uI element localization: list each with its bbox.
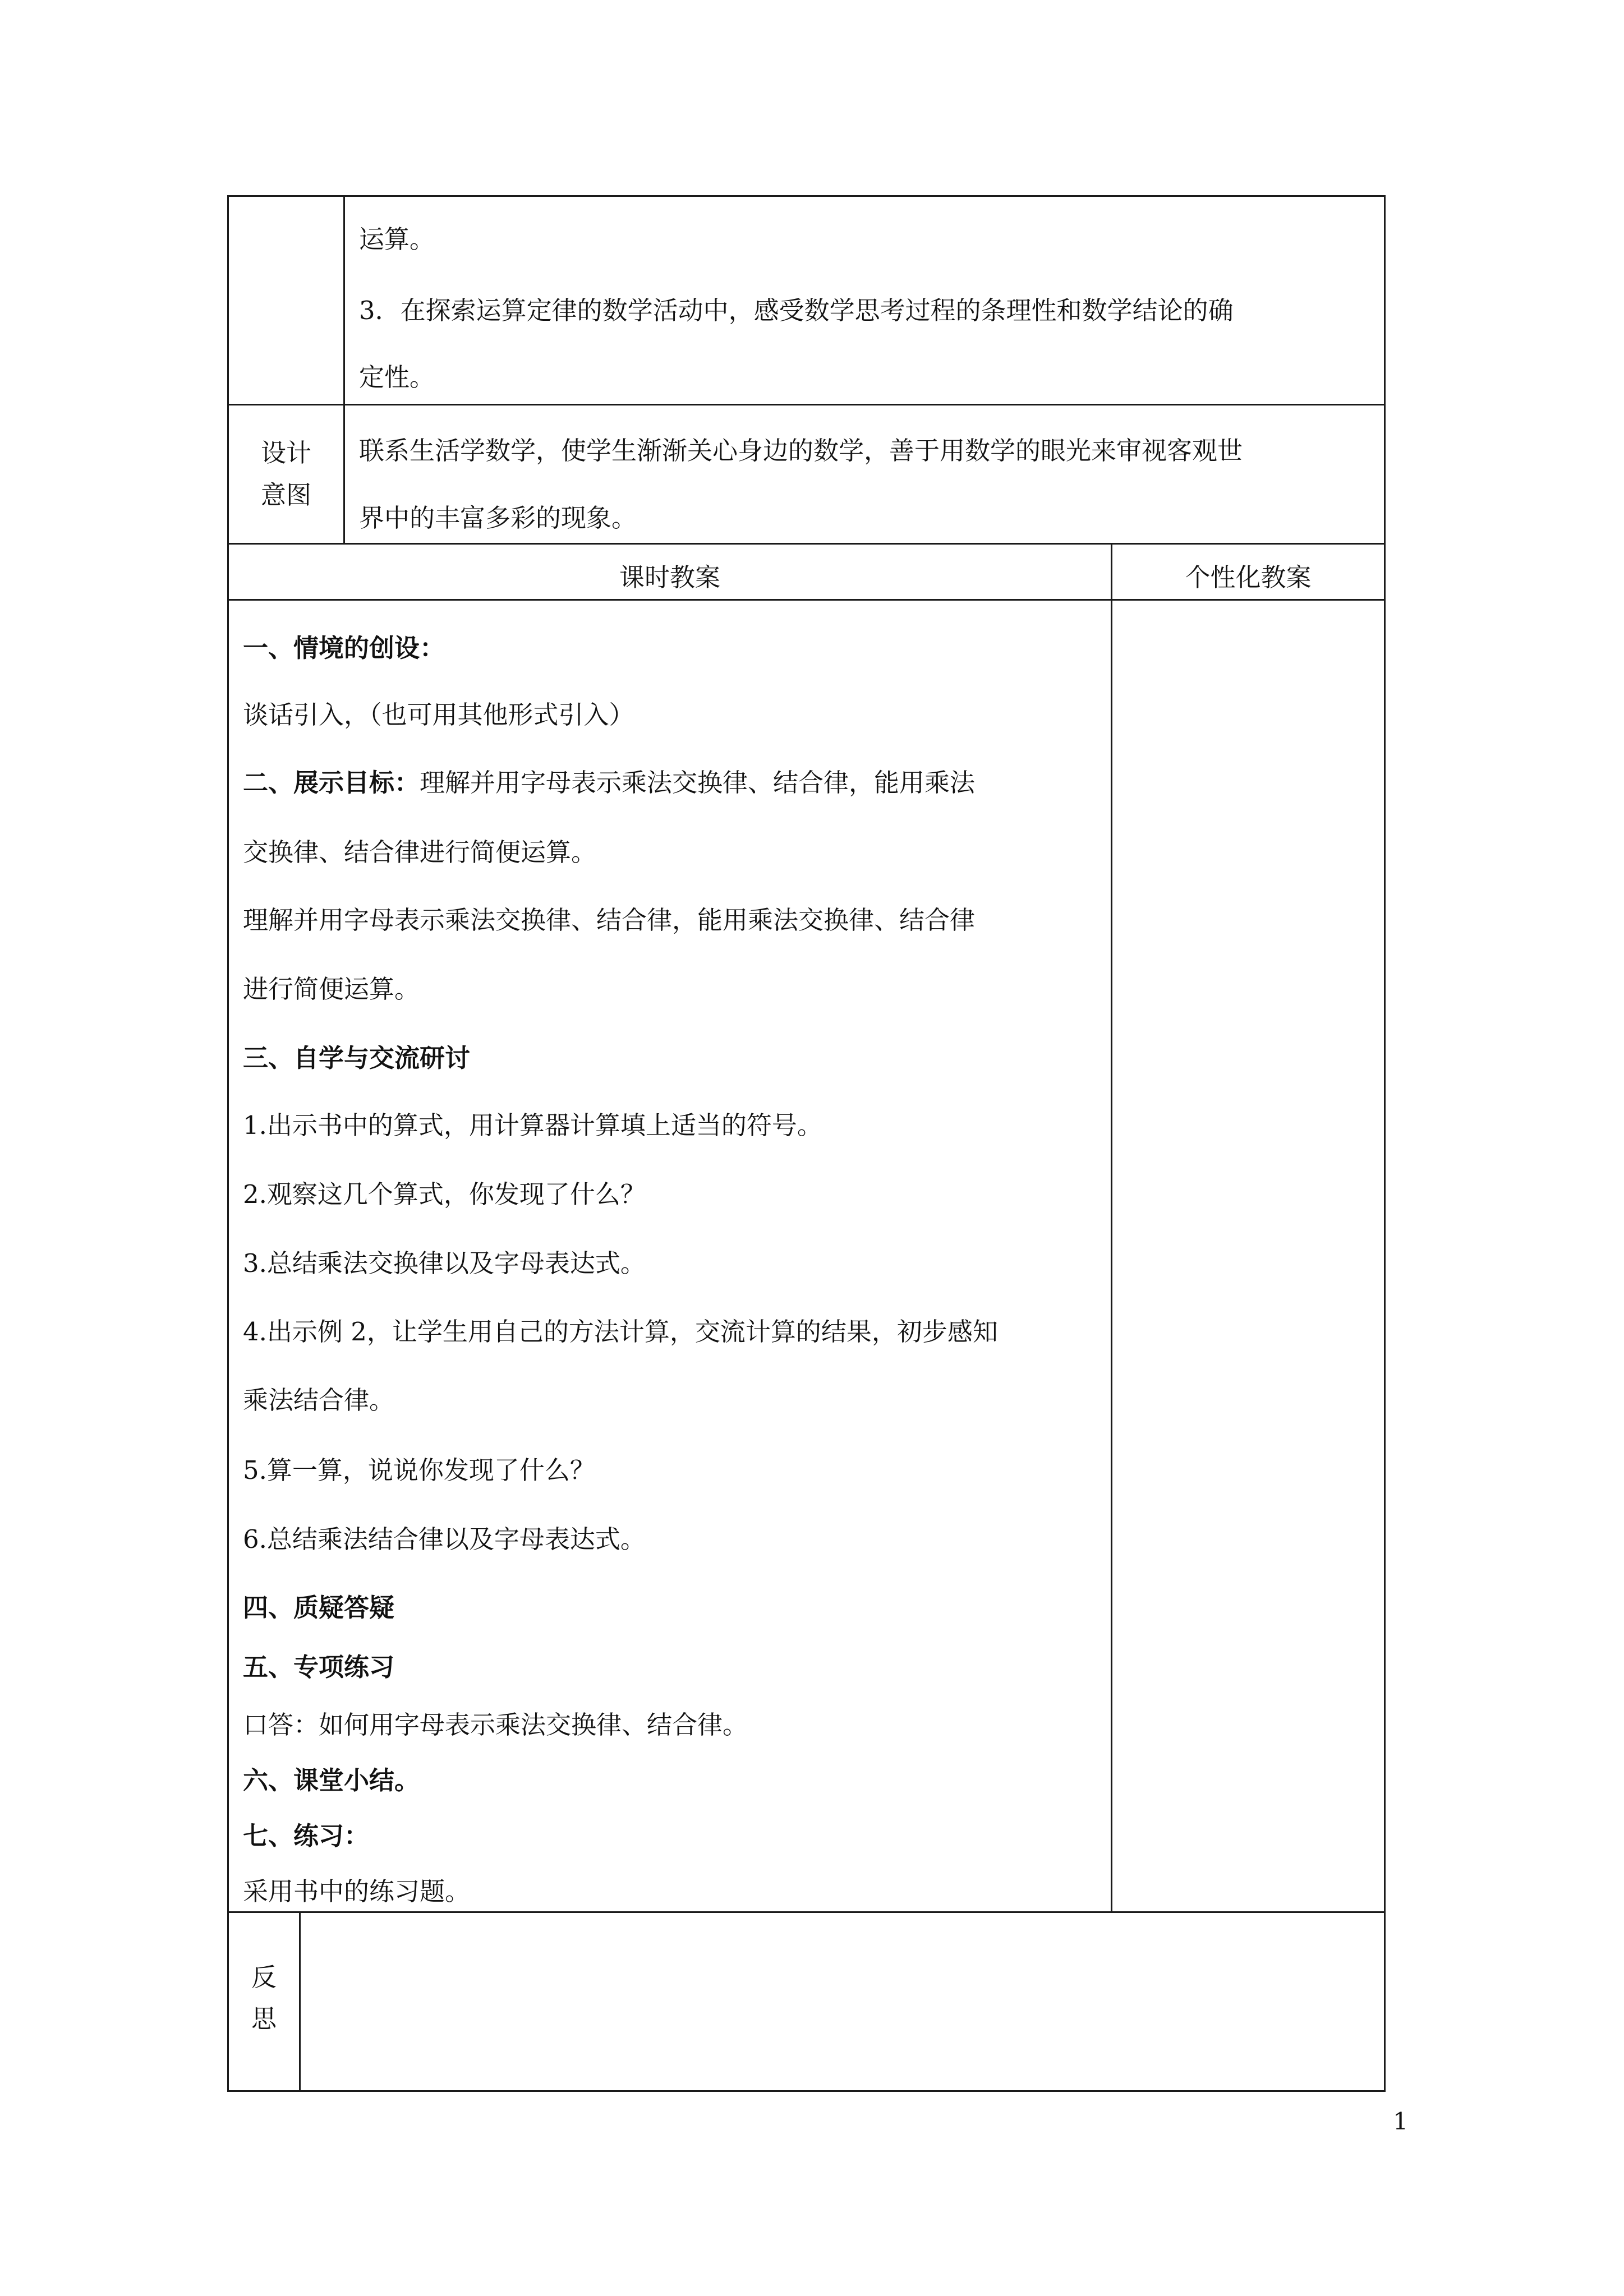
- header-personalized-plan: 个性化教案: [1185, 563, 1312, 592]
- reflection-label-2: 思: [251, 2004, 277, 2034]
- section-2-line: [243, 766, 975, 800]
- section-1-heading: 一、情境的创设：: [243, 633, 445, 663]
- content-line: 进行简便运算。: [243, 974, 420, 1004]
- section-6-heading: 六、课堂小结。: [243, 1765, 420, 1795]
- content-line: 采用书中的练习题。: [243, 1877, 471, 1906]
- reflection-label-divider: [299, 1911, 301, 2092]
- table-border-top: [227, 195, 1386, 197]
- section-2-heading: 二、展示目标：: [243, 768, 420, 797]
- content-line: 谈话引入，（也可用其他形式引入）: [243, 700, 634, 730]
- content-line: 口答：如何用字母表示乘法交换律、结合律。: [243, 1710, 748, 1740]
- section-5-heading: 五、专项练习: [243, 1652, 395, 1682]
- header-lesson-plan: 课时教案: [619, 563, 720, 592]
- row-divider-content: [227, 1911, 1386, 1913]
- section-7-heading: 七、练习：: [243, 1821, 370, 1851]
- row-divider-goals: [227, 404, 1386, 405]
- content-line: 6.总结乘法结合律以及字母表达式。: [243, 1524, 646, 1554]
- row-divider-header: [227, 599, 1386, 601]
- content-line: 交换律、结合律进行简便运算。: [243, 837, 597, 867]
- content-line: 2.观察这几个算式，你发现了什么？: [243, 1179, 646, 1209]
- goals-line-2: 3．在探索运算定律的数学活动中，感受数学思考过程的条理性和数学结论的确: [359, 296, 1234, 325]
- design-intent-line-2: 界中的丰富多彩的现象。: [359, 503, 637, 533]
- design-intent-line-1: 联系生活学数学，使学生渐渐关心身边的数学，善于用数学的眼光来审视客观世: [359, 436, 1243, 465]
- section-3-heading: 三、自学与交流研讨: [243, 1043, 471, 1073]
- content-line: 4.出示例 2，让学生用自己的方法计算，交流计算的结果，初步感知: [243, 1317, 998, 1347]
- table-border-bottom: [227, 2090, 1386, 2092]
- design-intent-label-2: 意图: [260, 480, 311, 510]
- table-border-right: [1384, 195, 1386, 2092]
- goals-line-3: 定性。: [359, 362, 435, 392]
- content-line: 1.出示书中的算式，用计算器计算填上适当的符号。: [243, 1110, 822, 1140]
- reflection-label-1: 反: [251, 1962, 277, 1992]
- section-4-heading: 四、质疑答疑: [243, 1593, 395, 1622]
- row-divider-design: [227, 543, 1386, 545]
- personalized-column-divider: [1111, 543, 1112, 1913]
- section-2-text: 理解并用字母表示乘法交换律、结合律，能用乘法: [420, 768, 976, 797]
- content-line: 3.总结乘法交换律以及字母表达式。: [243, 1248, 646, 1278]
- goals-line-1: 运算。: [359, 224, 435, 254]
- design-intent-label-1: 设计: [260, 438, 311, 468]
- page-number: 1: [1393, 2108, 1408, 2135]
- content-line: 理解并用字母表示乘法交换律、结合律，能用乘法交换律、结合律: [243, 905, 976, 935]
- label-column-divider: [343, 195, 345, 545]
- content-line: 乘法结合律。: [243, 1385, 395, 1415]
- content-line: 5.算一算，说说你发现了什么？: [243, 1455, 595, 1485]
